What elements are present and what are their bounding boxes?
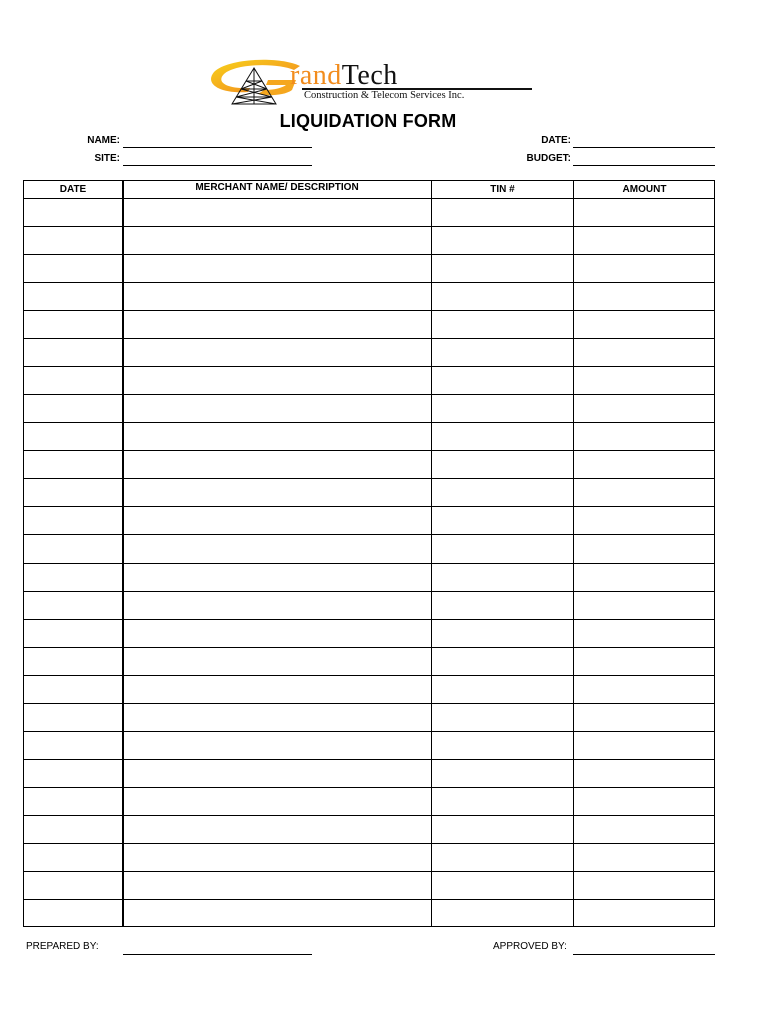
tin-cell[interactable] (432, 704, 573, 731)
tin-cell[interactable] (432, 451, 573, 478)
date-label: DATE: (541, 135, 571, 146)
budget-field[interactable] (573, 165, 715, 166)
amount-cell[interactable] (574, 507, 715, 534)
merchant-description-cell[interactable] (123, 535, 431, 562)
amount-cell[interactable] (574, 283, 715, 310)
tin-cell[interactable] (432, 788, 573, 815)
amount-cell[interactable] (574, 311, 715, 338)
amount-cell[interactable] (574, 479, 715, 506)
tin-cell[interactable] (432, 255, 573, 282)
header-merchant-description: MERCHANT NAME/ DESCRIPTION (195, 182, 359, 193)
amount-cell[interactable] (574, 199, 715, 226)
merchant-description-cell[interactable] (123, 732, 431, 759)
merchant-description-cell[interactable] (123, 283, 431, 310)
date-cell[interactable] (24, 451, 122, 478)
amount-cell[interactable] (574, 255, 715, 282)
logo-word-tech: Tech (341, 60, 398, 91)
date-cell[interactable] (24, 507, 122, 534)
amount-cell[interactable] (574, 395, 715, 422)
tin-cell[interactable] (432, 816, 573, 843)
date-cell[interactable] (24, 311, 122, 338)
tin-cell[interactable] (432, 760, 573, 787)
date-cell[interactable] (24, 732, 122, 759)
date-cell[interactable] (24, 900, 122, 927)
tin-cell[interactable] (432, 732, 573, 759)
merchant-description-cell[interactable] (123, 564, 431, 591)
amount-cell[interactable] (574, 592, 715, 619)
amount-cell[interactable] (574, 451, 715, 478)
amount-cell[interactable] (574, 535, 715, 562)
amount-cell[interactable] (574, 423, 715, 450)
header-tin: TIN # (490, 184, 515, 195)
amount-cell[interactable] (574, 227, 715, 254)
date-cell[interactable] (24, 255, 122, 282)
date-cell[interactable] (24, 592, 122, 619)
date-cell[interactable] (24, 395, 122, 422)
date-cell[interactable] (24, 844, 122, 871)
approved-by-label: APPROVED BY: (493, 941, 567, 952)
tin-cell[interactable] (432, 564, 573, 591)
merchant-description-cell[interactable] (123, 900, 431, 927)
merchant-description-cell[interactable] (123, 592, 431, 619)
tin-cell[interactable] (432, 872, 573, 899)
date-cell[interactable] (24, 283, 122, 310)
amount-cell[interactable] (574, 732, 715, 759)
budget-label: BUDGET: (526, 153, 571, 164)
merchant-description-cell[interactable] (123, 367, 431, 394)
merchant-description-cell[interactable] (123, 816, 431, 843)
amount-cell[interactable] (574, 648, 715, 675)
site-label: SITE: (94, 153, 120, 164)
date-cell[interactable] (24, 816, 122, 843)
date-cell[interactable] (24, 199, 122, 226)
date-cell[interactable] (24, 339, 122, 366)
form-title: LIQUIDATION FORM (279, 111, 457, 131)
merchant-description-cell[interactable] (123, 227, 431, 254)
amount-cell[interactable] (574, 676, 715, 703)
date-cell[interactable] (24, 367, 122, 394)
date-field[interactable] (573, 147, 715, 148)
tin-cell[interactable] (432, 620, 573, 647)
tin-cell[interactable] (432, 367, 573, 394)
merchant-description-cell[interactable] (123, 339, 431, 366)
merchant-description-cell[interactable] (123, 507, 431, 534)
approved-by-field[interactable] (573, 954, 715, 955)
date-cell[interactable] (24, 535, 122, 562)
tin-cell[interactable] (432, 507, 573, 534)
merchant-description-cell[interactable] (123, 199, 431, 226)
date-cell[interactable] (24, 227, 122, 254)
amount-cell[interactable] (574, 816, 715, 843)
tin-cell[interactable] (432, 339, 573, 366)
amount-cell[interactable] (574, 844, 715, 871)
amount-cell[interactable] (574, 760, 715, 787)
amount-cell[interactable] (574, 620, 715, 647)
header-amount: AMOUNT (622, 184, 667, 195)
tin-cell[interactable] (432, 844, 573, 871)
date-cell[interactable] (24, 760, 122, 787)
merchant-description-cell[interactable] (123, 255, 431, 282)
tin-cell[interactable] (432, 395, 573, 422)
name-field[interactable] (123, 147, 312, 148)
date-cell[interactable] (24, 423, 122, 450)
amount-cell[interactable] (574, 704, 715, 731)
logo-word-rand: rand (290, 60, 342, 91)
prepared-by-label: PREPARED BY: (26, 941, 99, 952)
merchant-description-cell[interactable] (123, 423, 431, 450)
date-cell[interactable] (24, 479, 122, 506)
amount-cell[interactable] (574, 872, 715, 899)
merchant-description-cell[interactable] (123, 844, 431, 871)
merchant-description-cell[interactable] (123, 479, 431, 506)
site-field[interactable] (123, 165, 312, 166)
prepared-by-field[interactable] (123, 954, 312, 955)
tin-cell[interactable] (432, 592, 573, 619)
tin-cell[interactable] (432, 311, 573, 338)
tin-cell[interactable] (432, 535, 573, 562)
header-date: DATE (59, 184, 87, 195)
date-cell[interactable] (24, 704, 122, 731)
merchant-description-cell[interactable] (123, 788, 431, 815)
merchant-description-cell[interactable] (123, 620, 431, 647)
tin-cell[interactable] (432, 199, 573, 226)
tin-cell[interactable] (432, 423, 573, 450)
merchant-description-cell[interactable] (123, 872, 431, 899)
tin-cell[interactable] (432, 676, 573, 703)
amount-cell[interactable] (574, 564, 715, 591)
amount-cell[interactable] (574, 367, 715, 394)
tin-cell[interactable] (432, 648, 573, 675)
date-cell[interactable] (24, 564, 122, 591)
tin-cell[interactable] (432, 283, 573, 310)
amount-cell[interactable] (574, 339, 715, 366)
name-label: NAME: (87, 135, 120, 146)
merchant-description-cell[interactable] (123, 395, 431, 422)
merchant-description-cell[interactable] (123, 451, 431, 478)
merchant-description-cell[interactable] (123, 704, 431, 731)
merchant-description-cell[interactable] (123, 648, 431, 675)
date-cell[interactable] (24, 676, 122, 703)
tin-cell[interactable] (432, 227, 573, 254)
tin-cell[interactable] (432, 479, 573, 506)
amount-cell[interactable] (574, 900, 715, 927)
merchant-description-cell[interactable] (123, 311, 431, 338)
merchant-description-cell[interactable] (123, 676, 431, 703)
date-cell[interactable] (24, 648, 122, 675)
date-cell[interactable] (24, 620, 122, 647)
tin-cell[interactable] (432, 900, 573, 927)
date-cell[interactable] (24, 788, 122, 815)
logo-tagline: Construction & Telecom Services Inc. (304, 90, 465, 101)
company-logo (208, 58, 538, 110)
amount-cell[interactable] (574, 788, 715, 815)
date-cell[interactable] (24, 872, 122, 899)
liquidation-table (23, 180, 715, 927)
merchant-description-cell[interactable] (123, 760, 431, 787)
